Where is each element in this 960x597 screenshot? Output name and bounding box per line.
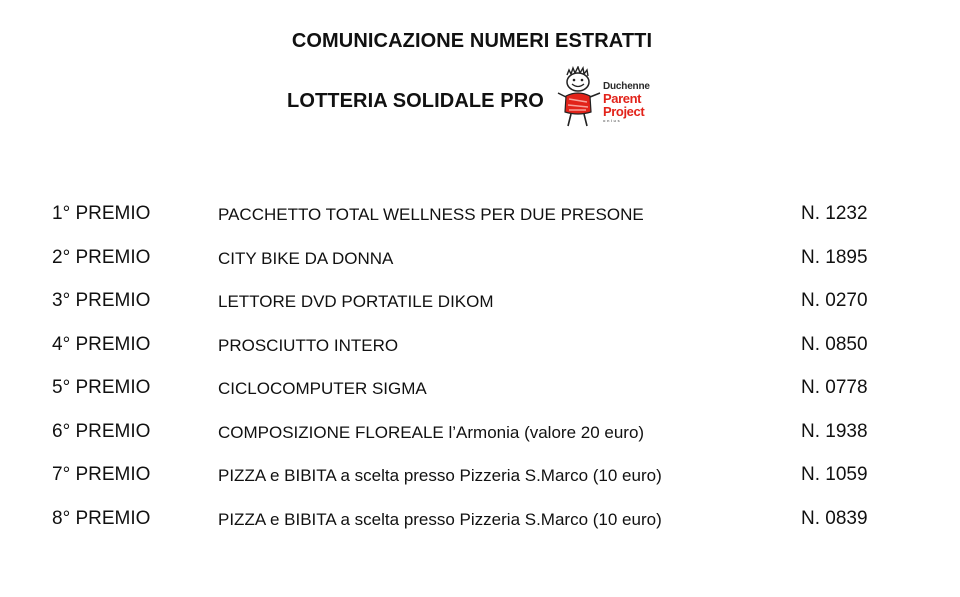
prize-description: PIZZA e BIBITA a scelta presso Pizzeria S.Marco (10 euro) [218, 466, 662, 485]
prize-rank: 5° PREMIO [52, 377, 151, 398]
logo-line-duchenne: Duchenne [603, 81, 650, 92]
prize-number: N. 0270 [801, 290, 868, 311]
prize-number: N. 1059 [801, 464, 868, 485]
prize-number: N. 0850 [801, 333, 868, 355]
prize-rank: 8° PREMIO [52, 507, 151, 529]
logo-line-onlus: onlus [603, 118, 622, 123]
prize-number: N. 0839 [801, 507, 868, 529]
prize-row [0, 282, 960, 326]
prize-row [0, 369, 960, 413]
prize-description: PROSCIUTTO INTERO [218, 335, 399, 355]
prize-rank: 6° PREMIO [52, 420, 151, 442]
prize-row [0, 456, 960, 500]
prize-row [0, 195, 960, 239]
prize-rank: 4° PREMIO [52, 333, 151, 355]
prize-description: COMPOSIZIONE FLOREALE l’Armonia (valore 20 euro) [218, 422, 645, 442]
prize-description: PIZZA e BIBITA a scelta presso Pizzeria S.Marco (10 euro) [218, 509, 662, 529]
prize-number: N. 0778 [801, 377, 868, 398]
prize-row [0, 239, 960, 283]
prize-row [0, 500, 960, 544]
prize-row [0, 326, 960, 370]
logo-wordmark [603, 82, 650, 123]
prize-rank: 2° PREMIO [52, 246, 151, 268]
prize-rank: 7° PREMIO [52, 464, 151, 485]
child-figure-icon [557, 66, 601, 128]
prize-description: LETTORE DVD PORTATILE DIKOM [218, 292, 494, 311]
duchenne-parent-project-logo [557, 66, 657, 128]
prize-description: CITY BIKE DA DONNA [218, 248, 394, 268]
prize-number: N. 1938 [801, 420, 868, 442]
prize-number: N. 1232 [801, 203, 868, 224]
prize-rank: 1° PREMIO [52, 203, 151, 224]
prize-list [0, 195, 960, 543]
prize-number: N. 1895 [801, 246, 868, 268]
prize-description: PACCHETTO TOTAL WELLNESS PER DUE PRESONE [218, 205, 644, 224]
lottery-subtitle: LOTTERIA SOLIDALE PRO [287, 90, 544, 112]
logo-line-project: Project [603, 104, 645, 119]
prize-description: CICLOCOMPUTER SIGMA [218, 379, 427, 398]
prize-rank: 3° PREMIO [52, 290, 151, 311]
logo-line-parent: Parent [603, 91, 642, 106]
page-title: COMUNICAZIONE NUMERI ESTRATTI [291, 30, 653, 52]
prize-row [0, 413, 960, 457]
